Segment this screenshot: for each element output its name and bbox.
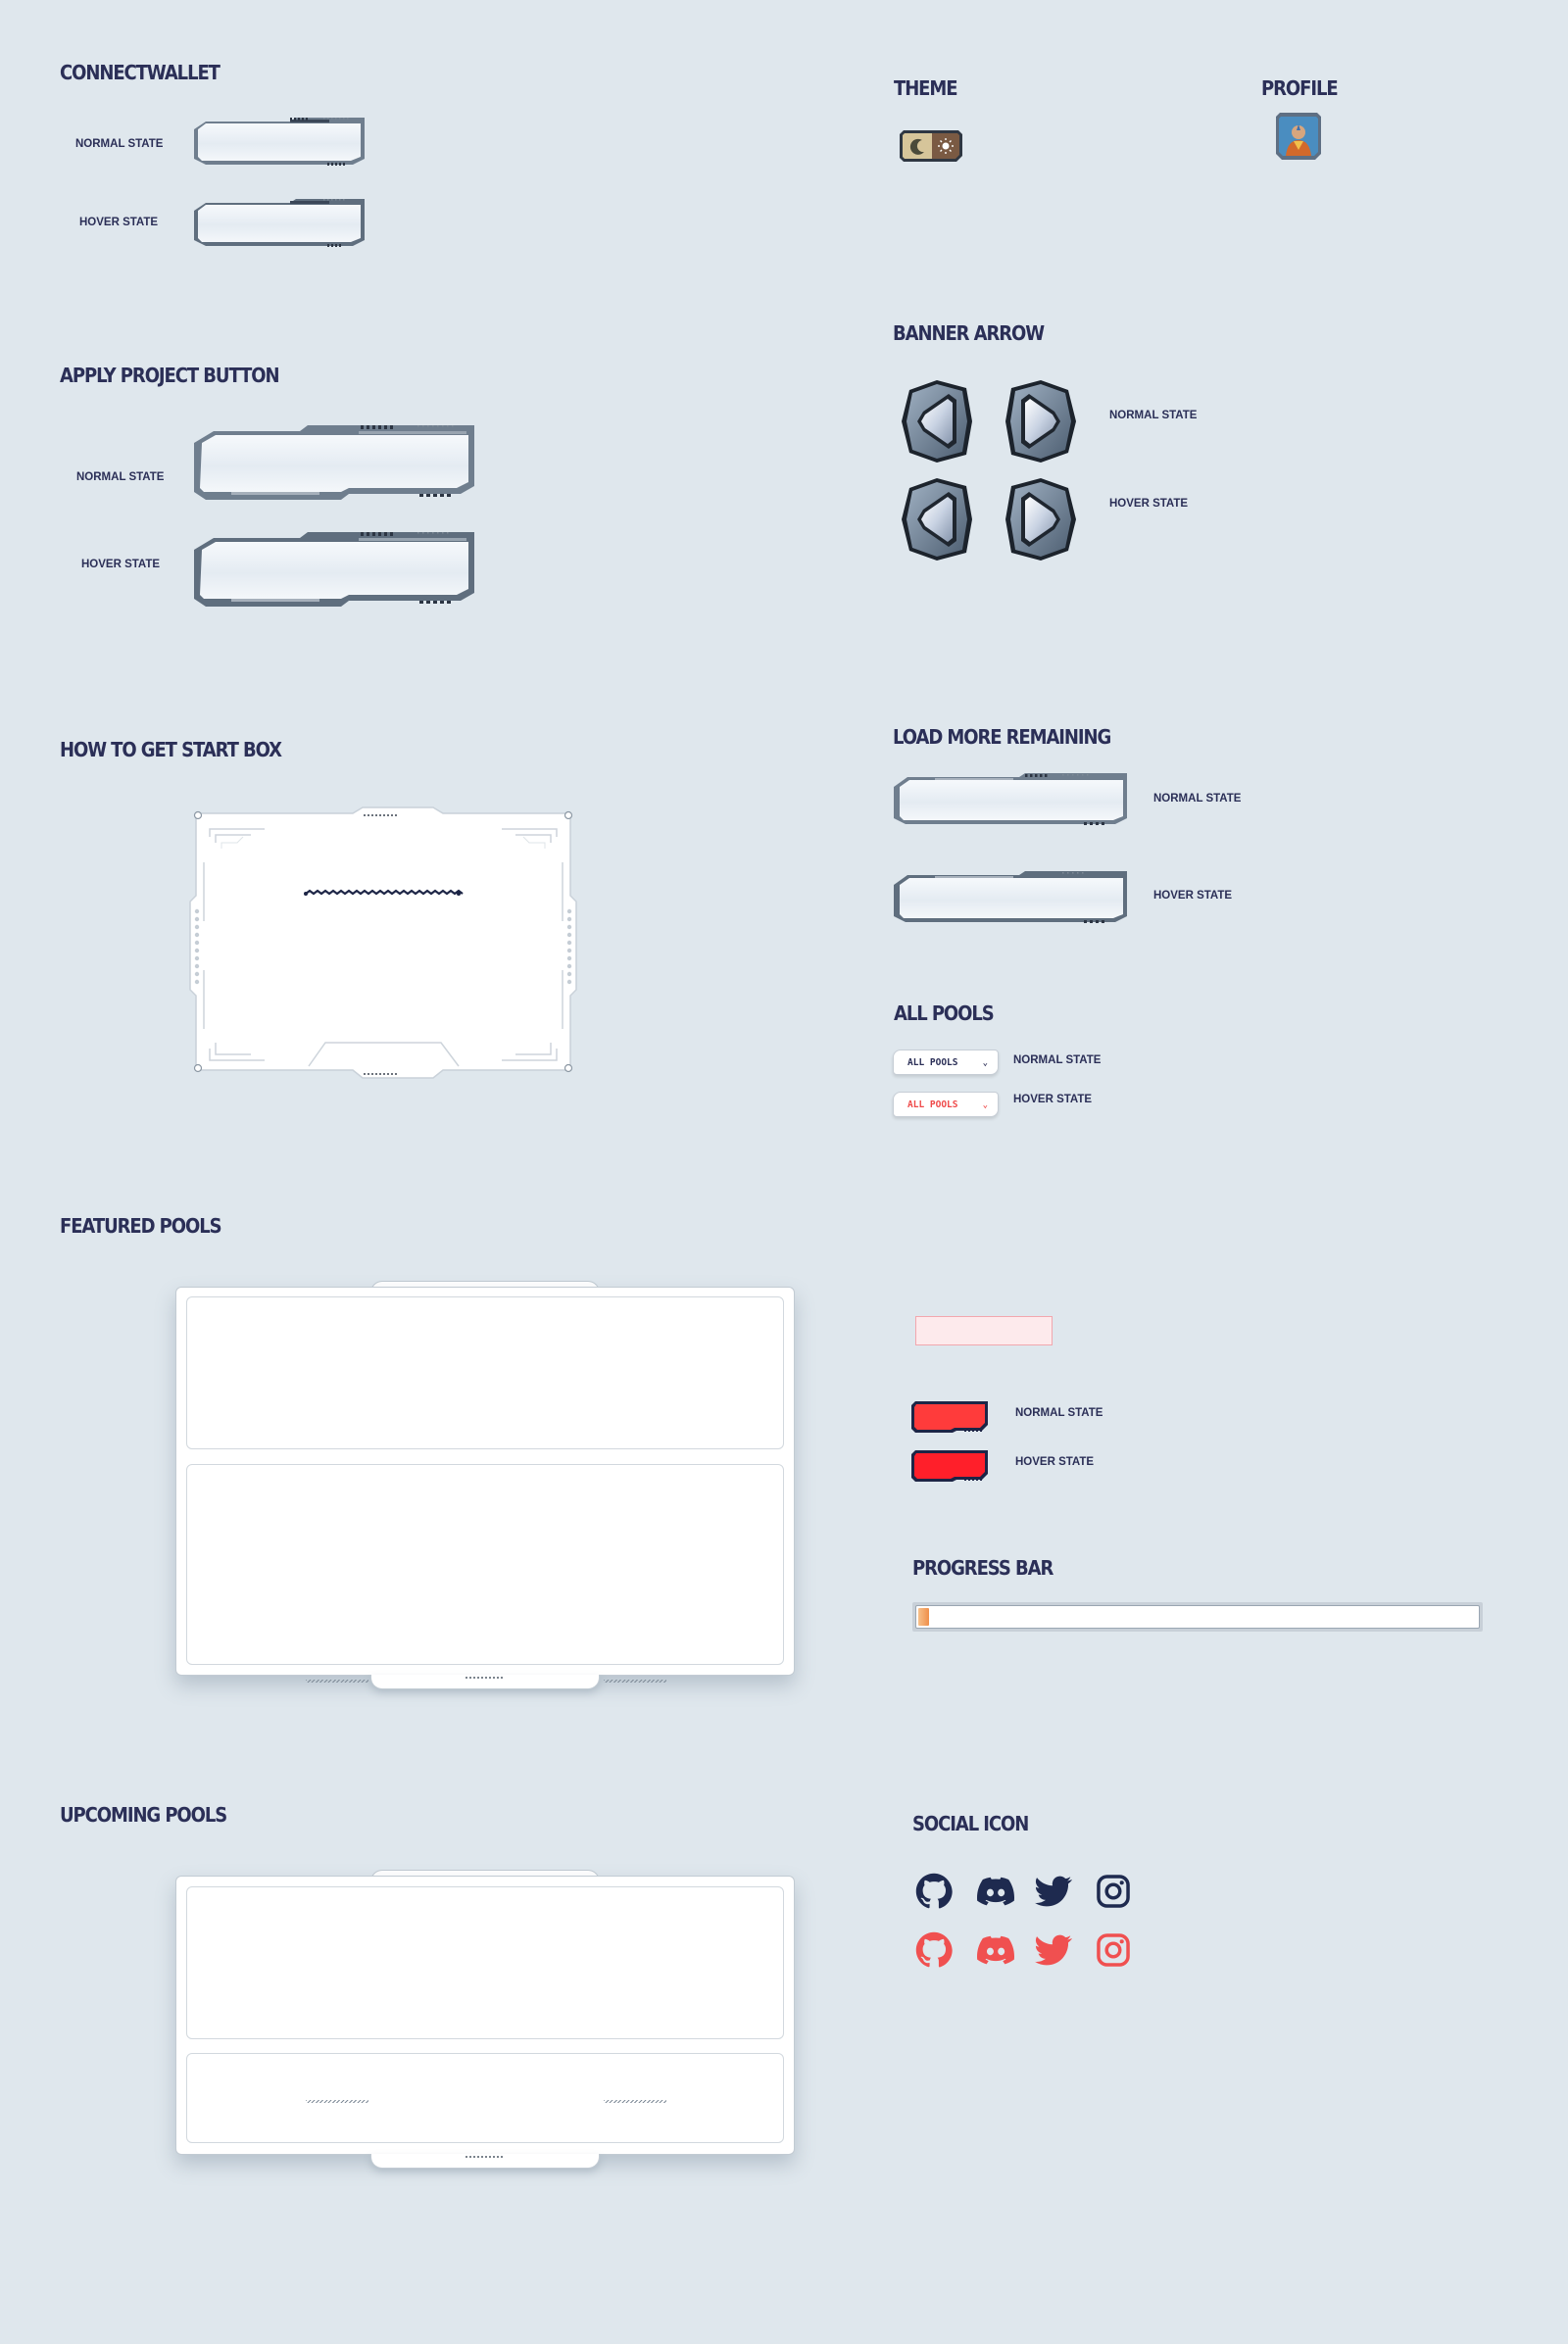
featured-pools-dash-right — [604, 1680, 666, 1683]
load-more-button-hover[interactable] — [892, 869, 1129, 924]
connectwallet-button-hover[interactable] — [192, 197, 367, 248]
avatar[interactable] — [1274, 111, 1323, 162]
discord-icon[interactable] — [974, 1873, 1017, 1910]
red-button-normal-label: NORMAL STATE — [1015, 1407, 1103, 1419]
featured-pools-card-bottom — [186, 1464, 784, 1665]
featured-pools-title: FEATURED POOLS — [60, 1214, 221, 1238]
all-pools-dropdown-text: ALL POOLS — [907, 1099, 958, 1110]
red-button-normal[interactable] — [909, 1399, 992, 1435]
progress-bar-track — [915, 1605, 1480, 1629]
banner-arrow-title: BANNER ARROW — [893, 321, 1045, 345]
featured-pools-dash-left — [306, 1680, 368, 1683]
banner-arrow-normal-label: NORMAL STATE — [1109, 410, 1198, 421]
progress-bar-fill — [918, 1608, 929, 1626]
theme-toggle[interactable] — [898, 128, 964, 164]
load-more-hover-label: HOVER STATE — [1153, 890, 1233, 902]
all-pools-title: ALL POOLS — [894, 1001, 994, 1025]
load-more-title: LOAD MORE REMAINING — [893, 725, 1111, 749]
upcoming-pools-dash-right — [604, 2100, 666, 2103]
profile-title: PROFILE — [1261, 76, 1338, 100]
twitter-icon[interactable] — [1035, 1873, 1072, 1910]
upcoming-pools-bottom-dots — [465, 2156, 504, 2158]
red-input-field[interactable] — [915, 1316, 1053, 1345]
featured-pools-card-top — [186, 1296, 784, 1449]
all-pools-dropdown-normal[interactable] — [893, 1050, 999, 1075]
connectwallet-title: CONNECTWALLET — [60, 61, 220, 84]
apply-project-button-normal[interactable] — [192, 421, 476, 502]
banner-arrow-right-normal[interactable] — [1002, 376, 1080, 466]
apply-project-hover-label: HOVER STATE — [81, 559, 161, 570]
connectwallet-button-normal[interactable] — [192, 116, 367, 167]
all-pools-normal-label: NORMAL STATE — [1013, 1054, 1102, 1066]
twitter-icon[interactable] — [1035, 1931, 1072, 1969]
connectwallet-normal-label: NORMAL STATE — [75, 138, 164, 150]
social-icon-title: SOCIAL ICON — [912, 1812, 1029, 1835]
all-pools-dropdown-hover[interactable] — [893, 1092, 999, 1117]
red-button-hover-label: HOVER STATE — [1015, 1456, 1095, 1468]
upcoming-pools-dash-left — [306, 2100, 368, 2103]
load-more-normal-label: NORMAL STATE — [1153, 793, 1242, 805]
github-icon[interactable] — [915, 1931, 953, 1969]
chevron-down-icon: ⌄ — [982, 1058, 988, 1068]
instagram-icon[interactable] — [1095, 1931, 1132, 1969]
upcoming-pools-card-top — [186, 1886, 784, 2039]
github-icon[interactable] — [915, 1873, 953, 1910]
progress-bar-title: PROGRESS BAR — [912, 1556, 1054, 1580]
how-to-start-box — [186, 804, 580, 1084]
red-button-hover[interactable] — [909, 1448, 992, 1484]
banner-arrow-right-hover[interactable] — [1002, 474, 1080, 564]
apply-project-normal-label: NORMAL STATE — [76, 471, 165, 483]
apply-project-title: APPLY PROJECT BUTTON — [60, 364, 279, 387]
apply-project-button-hover[interactable] — [192, 528, 476, 609]
banner-arrow-hover-label: HOVER STATE — [1109, 498, 1189, 510]
chevron-down-icon: ⌄ — [982, 1100, 988, 1110]
progress-bar-track-outer — [912, 1602, 1483, 1632]
banner-arrow-left-normal[interactable] — [898, 376, 976, 466]
featured-pools-bottom-dots — [465, 1677, 504, 1679]
banner-arrow-left-hover[interactable] — [898, 474, 976, 564]
instagram-icon[interactable] — [1095, 1873, 1132, 1910]
discord-icon[interactable] — [974, 1931, 1017, 1969]
upcoming-pools-card-bottom — [186, 2053, 784, 2143]
all-pools-hover-label: HOVER STATE — [1013, 1094, 1093, 1105]
connectwallet-hover-label: HOVER STATE — [79, 217, 159, 228]
load-more-button-normal[interactable] — [892, 771, 1129, 826]
upcoming-pools-title: UPCOMING POOLS — [60, 1803, 227, 1827]
how-to-start-title: HOW TO GET START BOX — [60, 738, 281, 761]
all-pools-dropdown-text: ALL POOLS — [907, 1057, 958, 1068]
theme-title: THEME — [894, 76, 957, 100]
